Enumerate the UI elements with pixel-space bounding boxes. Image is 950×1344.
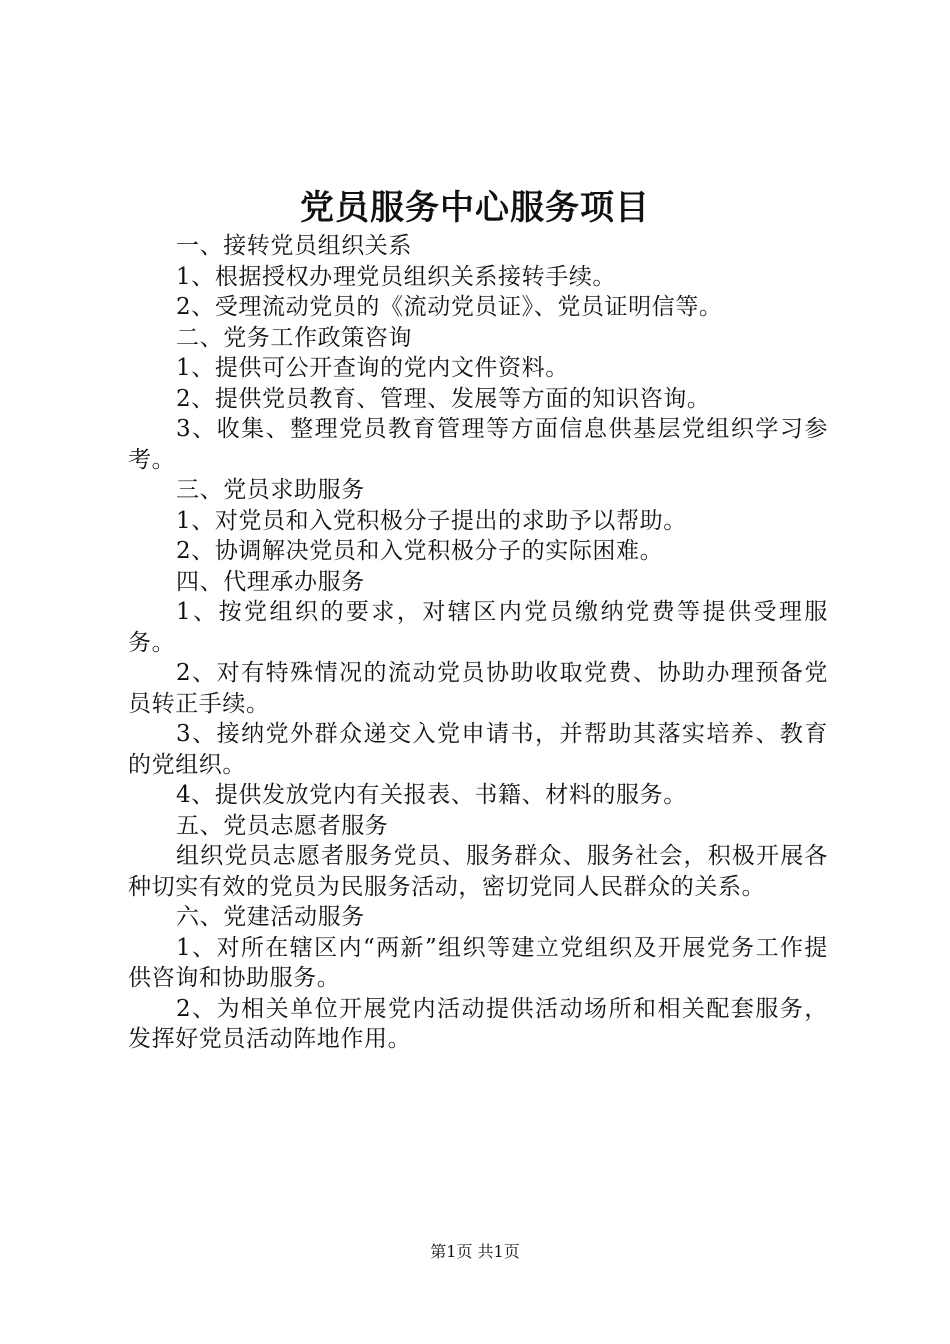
paragraph: 3、接纳党外群众递交入党申请书，并帮助其落实培养、教育的党组织。	[128, 721, 828, 778]
paragraph: 1、对所在辖区内“两新”组织等建立党组织及开展党务工作提供咨询和协助服务。	[128, 934, 828, 991]
section-heading: 四、代理承办服务	[176, 568, 365, 595]
paragraph: 1、对党员和入党积极分子提出的求助予以帮助。	[176, 507, 687, 534]
paragraph: 1、按党组织的要求，对辖区内党员缴纳党费等提供受理服务。	[128, 599, 828, 656]
paragraph: 3、收集、整理党员教育管理等方面信息供基层党组织学习参考。	[128, 416, 828, 473]
section-heading: 六、党建活动服务	[176, 904, 365, 930]
section-heading: 五、党员志愿者服务	[176, 812, 389, 839]
document-title: 党员服务中心服务项目	[300, 188, 650, 228]
paragraph: 1、提供可公开查询的党内文件资料。	[176, 355, 569, 381]
section-heading: 三、党员求助服务	[176, 477, 365, 503]
section-heading: 二、党务工作政策咨询	[176, 324, 412, 351]
paragraph: 组织党员志愿者服务党员、服务群众、服务社会，积极开展各种切实有效的党员为民服务活动，密切党同人民群众的关系。	[128, 843, 828, 900]
paragraph: 2、受理流动党员的《流动党员证》、党员证明信等。	[176, 294, 723, 320]
paragraph: 2、协调解决党员和入党积极分子的实际困难。	[176, 538, 664, 564]
paragraph: 1、根据授权办理党员组织关系接转手续。	[176, 263, 617, 290]
paragraph: 2、对有特殊情况的流动党员协助收取党费、协助办理预备党员转正手续。	[128, 660, 828, 717]
paragraph: 2、为相关单位开展党内活动提供活动场所和相关配套服务，发挥好党员活动阵地作用。	[128, 995, 828, 1052]
document-body	[128, 231, 828, 1055]
paragraph: 4、提供发放党内有关报表、书籍、材料的服务。	[176, 782, 687, 808]
section-heading: 一、接转党员组织关系	[176, 233, 412, 259]
paragraph: 2、提供党员教育、管理、发展等方面的知识咨询。	[176, 385, 711, 412]
page-footer: 第1页 共1页	[430, 1242, 520, 1261]
